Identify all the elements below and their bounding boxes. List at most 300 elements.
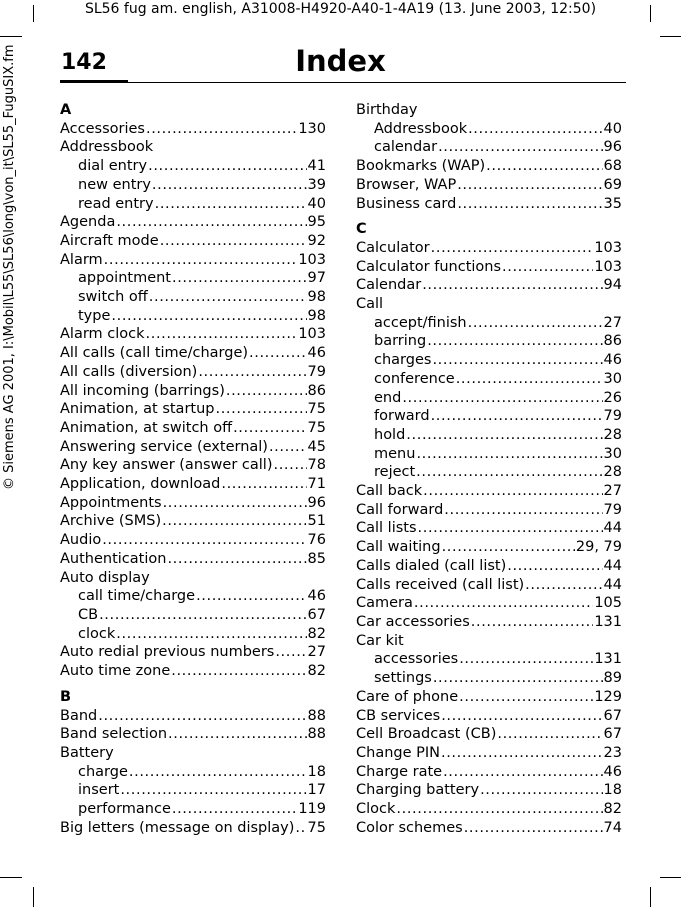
dot-leader (249, 344, 307, 363)
dot-leader (418, 519, 603, 538)
dot-leader (111, 307, 306, 326)
index-entry (356, 594, 622, 613)
index-subentry (60, 307, 326, 326)
entry-term: end (374, 389, 402, 406)
index-entry (60, 400, 326, 419)
index-entry (60, 382, 326, 401)
entry-term: CB (78, 606, 99, 623)
index-subentry (60, 800, 326, 819)
index-entry (356, 295, 622, 314)
index-subentry (60, 157, 326, 176)
entry-term: Any key answer (answer call) (60, 457, 273, 474)
entry-page: 30 (603, 370, 622, 387)
dot-leader (444, 501, 602, 520)
crop-mark (650, 887, 651, 907)
index-subentry (356, 120, 622, 139)
index-entry (60, 643, 326, 662)
dot-leader (459, 688, 593, 707)
entry-page: 94 (603, 277, 622, 294)
index-entry (60, 707, 326, 726)
index-subentry (356, 389, 622, 408)
dot-leader (414, 594, 593, 613)
dot-leader (149, 288, 307, 307)
entry-page: 44 (603, 520, 622, 537)
dot-leader (171, 662, 306, 681)
dot-leader (525, 576, 602, 595)
entry-page: 75 (307, 401, 326, 418)
index-entry (60, 494, 326, 513)
dot-leader (120, 781, 306, 800)
index-entry (60, 251, 326, 270)
entry-page: 79 (307, 363, 326, 380)
index-subentry (356, 445, 622, 464)
page-number: 142 (61, 50, 107, 75)
entry-page: 30 (603, 445, 622, 462)
index-letter-heading: B (60, 688, 72, 705)
dot-leader (441, 744, 603, 763)
index-subentry (356, 650, 622, 669)
entry-term: appointment (78, 270, 171, 287)
entry-term: settings (374, 670, 432, 687)
entry-page: 17 (307, 782, 326, 799)
entry-page: 40 (307, 195, 326, 212)
section-gap (356, 213, 622, 220)
index-entry (60, 438, 326, 457)
dot-leader (431, 239, 594, 258)
index-entry (356, 239, 622, 258)
index-entry (60, 744, 326, 763)
entry-page: 96 (307, 494, 326, 511)
entry-term: Car kit (356, 632, 404, 649)
entry-page: 71 (307, 476, 326, 493)
entry-page: 78 (307, 457, 326, 474)
entry-term: charge (78, 763, 128, 780)
index-entry (60, 819, 326, 838)
entry-page: 89 (603, 670, 622, 687)
dot-leader (416, 445, 602, 464)
entry-term: conference (374, 370, 455, 387)
dot-leader (427, 332, 602, 351)
index-entry (60, 232, 326, 251)
dot-leader (497, 725, 602, 744)
entry-page: 35 (603, 195, 622, 212)
entry-term: read entry (78, 195, 154, 212)
entry-term: Answering service (external) (60, 438, 268, 455)
index-entry (60, 325, 326, 344)
entry-term: Calls dialed (call list) (356, 557, 507, 574)
entry-term: Call forward (356, 501, 444, 518)
entry-term: All incoming (barrings) (60, 382, 225, 399)
entry-page: 46 (307, 345, 326, 362)
entry-term: barring (374, 333, 427, 350)
entry-term: forward (374, 408, 430, 425)
index-entry (356, 819, 622, 838)
entry-term: Birthday (356, 102, 418, 118)
dot-leader (160, 232, 307, 251)
entry-term: Authentication (60, 550, 167, 567)
dot-leader (459, 650, 593, 669)
dot-leader (99, 606, 306, 625)
entry-term: Calculator (356, 239, 430, 256)
dot-leader (116, 625, 306, 644)
dot-leader (457, 195, 602, 214)
index-subentry (356, 426, 622, 445)
entry-term: Agenda (60, 214, 116, 231)
entry-page: 40 (603, 120, 622, 137)
entry-term: Battery (60, 744, 114, 761)
entry-term: new entry (78, 176, 151, 193)
dot-leader (433, 669, 603, 688)
entry-term: Band (60, 707, 98, 724)
index-entry (356, 157, 622, 176)
entry-term: dial entry (78, 158, 148, 175)
entry-page: 18 (603, 782, 622, 799)
entry-term: Care of phone (356, 688, 459, 705)
entry-page: 88 (307, 726, 326, 743)
index-entry (60, 725, 326, 744)
dot-leader (432, 351, 602, 370)
entry-term: Band selection (60, 726, 168, 743)
crop-mark (660, 36, 681, 37)
entry-page: 44 (603, 576, 622, 593)
entry-page: 27 (603, 314, 622, 331)
entry-page: 103 (594, 239, 622, 256)
dot-leader (98, 707, 306, 726)
entry-page: 51 (307, 513, 326, 530)
entry-term: Call back (356, 483, 423, 500)
entry-page: 44 (603, 557, 622, 574)
entry-page: 79 (603, 501, 622, 518)
dot-leader (438, 138, 602, 157)
entry-term: calendar (374, 139, 438, 156)
index-entry (60, 569, 326, 588)
index-entry (356, 482, 622, 501)
entry-page: 82 (307, 663, 326, 680)
entry-term: Cell Broadcast (CB) (356, 726, 497, 743)
dot-leader (406, 426, 602, 445)
entry-term: Alarm clock (60, 326, 145, 343)
index-entry (356, 576, 622, 595)
entry-page: 23 (603, 744, 622, 761)
index-entry (60, 475, 326, 494)
index-entry (60, 662, 326, 681)
entry-page: 98 (307, 307, 326, 324)
entry-term: Auto time zone (60, 663, 171, 680)
index-entry (60, 363, 326, 382)
entry-term: Business card (356, 195, 457, 212)
index-subentry (60, 625, 326, 644)
entry-page: 103 (298, 251, 326, 268)
entry-term: switch off (78, 289, 148, 306)
page-title: Index (295, 44, 386, 78)
index-entry (60, 456, 326, 475)
entry-term: Addressbook (374, 120, 468, 137)
dot-leader (457, 176, 602, 195)
entry-term: Archive (SMS) (60, 513, 162, 530)
copyright-note: © Siemens AG 2001, I:\Mobil\L55\SL56\long\von_it\SL55_FuguSIX.fm (2, 44, 17, 490)
entry-page: 75 (307, 819, 326, 836)
entry-page: 103 (594, 258, 622, 275)
index-entry (60, 512, 326, 531)
entry-term: charges (374, 352, 432, 369)
index-entry (356, 101, 622, 120)
crop-mark (33, 887, 34, 907)
entry-page: 69 (603, 176, 622, 193)
index-subentry (356, 138, 622, 157)
dot-leader (269, 438, 307, 457)
dot-leader (423, 482, 602, 501)
entry-term: reject (374, 464, 416, 481)
index-entry (356, 725, 622, 744)
index-subentry (356, 463, 622, 482)
dot-leader (196, 587, 306, 606)
index-subentry (60, 288, 326, 307)
dot-leader (396, 800, 602, 819)
dot-leader (456, 370, 603, 389)
header-rule (60, 82, 626, 83)
dot-leader (468, 120, 602, 139)
index-entry (356, 276, 622, 295)
entry-term: Calls received (call list) (356, 576, 525, 593)
index-letter-heading: C (356, 221, 367, 238)
index-column-right (356, 101, 622, 837)
entry-page: 67 (307, 606, 326, 623)
entry-term: call time/charge (78, 588, 196, 605)
entry-page: 41 (307, 158, 326, 175)
dot-leader (168, 725, 307, 744)
dot-leader (221, 475, 306, 494)
dot-leader (402, 389, 602, 408)
entry-term: insert (78, 782, 120, 799)
index-subentry (60, 176, 326, 195)
entry-term: All calls (call time/charge) (60, 345, 249, 362)
entry-page: 105 (594, 595, 622, 612)
entry-term: CB services (356, 707, 441, 724)
dot-leader (167, 550, 306, 569)
entry-page: 67 (603, 726, 622, 743)
entry-page: 75 (307, 419, 326, 436)
index-entry (356, 613, 622, 632)
dot-leader (431, 407, 603, 426)
entry-term: Charge rate (356, 763, 443, 780)
entry-page: 76 (307, 532, 326, 549)
index-entry (60, 419, 326, 438)
entry-page: 45 (307, 438, 326, 455)
dot-leader (198, 363, 306, 382)
entry-page: 129 (594, 688, 622, 705)
index-entry (356, 519, 622, 538)
entry-page: 103 (298, 326, 326, 343)
dot-leader (416, 463, 602, 482)
entry-term: Calendar (356, 277, 422, 294)
entry-page: 26 (603, 389, 622, 406)
dot-leader (216, 400, 307, 419)
entry-term: Animation, at switch off (60, 419, 233, 436)
entry-term: Color schemes (356, 819, 463, 836)
dot-leader (233, 419, 306, 438)
index-subentry (356, 407, 622, 426)
index-entry (356, 258, 622, 277)
index-subentry (60, 587, 326, 606)
dot-leader (163, 494, 307, 513)
entry-term: Car accessories (356, 613, 470, 630)
entry-term: Aircraft mode (60, 232, 159, 249)
index-entry (356, 744, 622, 763)
entry-term: Calculator functions (356, 258, 502, 275)
dot-leader (273, 456, 306, 475)
dot-leader (275, 643, 306, 662)
running-head: SL56 fug am. english, A31008-H4920-A40-1-4A19 (13. June 2003, 12:50) (84, 1, 597, 17)
dot-leader (102, 531, 306, 550)
index-entry (356, 800, 622, 819)
entry-page: 46 (603, 352, 622, 369)
crop-mark (650, 5, 651, 22)
index-entry (60, 531, 326, 550)
index-entry (60, 344, 326, 363)
entry-page: 130 (298, 120, 326, 137)
entry-term: Animation, at startup (60, 401, 215, 418)
entry-term: All calls (diversion) (60, 363, 198, 380)
index-entry (60, 138, 326, 157)
dot-leader (295, 819, 306, 838)
entry-term: Addressbook (60, 139, 154, 156)
dot-leader (468, 314, 603, 333)
entry-page: 82 (307, 625, 326, 642)
entry-term: Auto redial previous numbers (60, 644, 275, 661)
crop-mark (0, 36, 22, 37)
entry-term: hold (374, 426, 406, 443)
index-entry (356, 688, 622, 707)
entry-page: 131 (594, 613, 622, 630)
index-entry (356, 763, 622, 782)
index-entry (356, 557, 622, 576)
crop-mark (0, 877, 22, 878)
entry-term: performance (78, 801, 171, 818)
entry-page: 27 (307, 644, 326, 661)
dot-leader (480, 781, 602, 800)
entry-term: menu (374, 445, 416, 462)
index-entry (356, 501, 622, 520)
index-entry (356, 538, 622, 557)
dot-leader (116, 213, 306, 232)
entry-term: Browser, WAP (356, 176, 457, 193)
index-entry (356, 195, 622, 214)
entry-page: 18 (307, 763, 326, 780)
dot-leader (172, 800, 297, 819)
entry-page: 95 (307, 214, 326, 231)
index-entry (356, 632, 622, 651)
entry-term: clock (78, 625, 116, 642)
entry-term: Audio (60, 532, 102, 549)
entry-term: Clock (356, 801, 396, 818)
index-letter-heading: A (60, 102, 72, 118)
entry-page: 46 (603, 763, 622, 780)
entry-term: Bookmarks (WAP) (356, 158, 486, 175)
entry-page: 68 (603, 158, 622, 175)
index-entry (356, 176, 622, 195)
dot-leader (162, 512, 306, 531)
entry-page: 28 (603, 426, 622, 443)
index-subentry (356, 669, 622, 688)
entry-page: 86 (307, 382, 326, 399)
entry-term: Camera (356, 595, 413, 612)
entry-page: 98 (307, 289, 326, 306)
index-subentry (60, 781, 326, 800)
entry-term: Change PIN (356, 744, 440, 761)
entry-page: 28 (603, 464, 622, 481)
index-entry (356, 707, 622, 726)
entry-page: 96 (603, 139, 622, 156)
dot-leader (443, 763, 602, 782)
dot-leader (422, 276, 602, 295)
entry-term: Charging battery (356, 782, 480, 799)
crop-mark (33, 5, 34, 22)
dot-leader (172, 269, 307, 288)
dot-leader (129, 763, 307, 782)
dot-leader (441, 707, 602, 726)
entry-page: 119 (298, 801, 326, 818)
dot-leader (146, 120, 297, 139)
entry-term: Auto display (60, 569, 150, 586)
section-gap (60, 681, 326, 688)
index-subentry (60, 269, 326, 288)
entry-term: Application, download (60, 476, 221, 493)
entry-term: accessories (374, 651, 459, 668)
entry-term: Call lists (356, 520, 417, 537)
index-subentry (356, 332, 622, 351)
dot-leader (442, 538, 575, 557)
entry-page: 74 (603, 819, 622, 836)
index-subentry (356, 351, 622, 370)
entry-page: 27 (603, 483, 622, 500)
entry-page: 88 (307, 707, 326, 724)
dot-leader (104, 251, 298, 270)
entry-page: 29, 79 (575, 539, 622, 556)
entry-page: 92 (307, 232, 326, 249)
entry-page: 46 (307, 588, 326, 605)
index-entry (60, 120, 326, 139)
entry-page: 131 (594, 651, 622, 668)
entry-term: accept/finish (374, 314, 467, 331)
index-entry (60, 213, 326, 232)
entry-page: 97 (307, 270, 326, 287)
dot-leader (148, 157, 306, 176)
entry-page: 85 (307, 550, 326, 567)
index-column-left (60, 101, 326, 837)
index-subentry (356, 370, 622, 389)
entry-term: type (78, 307, 111, 324)
dot-leader (155, 195, 307, 214)
index-subentry (60, 195, 326, 214)
entry-term: Accessories (60, 120, 145, 137)
dot-leader (502, 258, 593, 277)
dot-leader (226, 382, 307, 401)
entry-term: Alarm (60, 251, 103, 268)
dot-leader (486, 157, 602, 176)
dot-leader (471, 613, 594, 632)
index-subentry (60, 606, 326, 625)
entry-term: Call (356, 296, 384, 313)
index-subentry (356, 314, 622, 333)
entry-term: Call waiting (356, 539, 441, 556)
dot-leader (507, 557, 602, 576)
crop-mark (660, 877, 681, 878)
index-entry (356, 781, 622, 800)
entry-page: 79 (603, 408, 622, 425)
entry-page: 67 (603, 707, 622, 724)
entry-term: Appointments (60, 494, 162, 511)
entry-page: 82 (603, 801, 622, 818)
